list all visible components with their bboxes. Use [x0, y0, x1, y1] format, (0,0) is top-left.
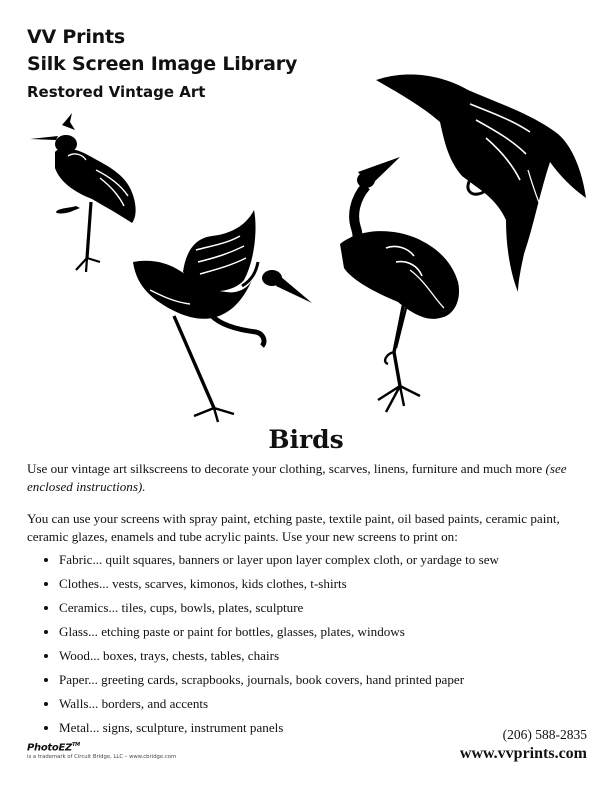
- list-item: • Walls... borders, and accents: [59, 692, 599, 716]
- usage-paragraph: You can use your screens with spray paint, etching paste, textile paint, oil based paints, ceramic paint, ceramic glazes, enamels and tube acrylic paints. Use your new screens to print on:: [27, 511, 560, 544]
- list-item: • Wood... boxes, trays, chests, tables, chairs: [59, 644, 599, 668]
- list-item: • Glass... etching paste or paint for bottles, glasses, plates, windows: [59, 620, 599, 644]
- list-item: • Clothes... vests, scarves, kimonos, kids clothes, t-shirts: [59, 572, 599, 596]
- crane-icon: [340, 157, 459, 412]
- heron-icon: [30, 113, 136, 272]
- instructions-note: (see enclosed instructions).: [27, 461, 567, 494]
- page-title: Birds: [268, 425, 344, 454]
- contact-info: [460, 726, 587, 764]
- photoez-logo: [27, 742, 176, 760]
- library-subtitle: Restored Vintage Art: [27, 83, 206, 101]
- website-link[interactable]: www.vvprints.com: [459, 745, 587, 762]
- intro-text: Use our vintage art silkscreens to decorate your clothing, scarves, linens, furniture and much more: [27, 461, 546, 476]
- logo-text: PhotoEZ: [27, 742, 72, 754]
- list-item: • Fabric... quilt squares, banners or layer upon layer complex cloth, or yardage to sew: [59, 548, 599, 572]
- phone-number: (206) 588-2835: [502, 727, 587, 742]
- stork-icon: [133, 210, 312, 422]
- list-item: • Metal... signs, sculpture, instrument panels: [59, 716, 599, 740]
- list-item: • Ceramics... tiles, cups, bowls, plates, sculpture: [59, 596, 599, 620]
- library-title: Silk Screen Image Library: [27, 53, 298, 75]
- uses-list: [27, 548, 599, 740]
- intro-paragraph: [27, 460, 587, 495]
- brand-name: VV Prints: [27, 26, 125, 48]
- trademark-notice: is a trademark of Circuit Bridge, LLC – www.cbridge.com: [27, 754, 177, 761]
- list-item: • Paper... greeting cards, scrapbooks, journals, book covers, hand printed paper: [59, 668, 599, 692]
- logo-tm: TM: [71, 742, 80, 748]
